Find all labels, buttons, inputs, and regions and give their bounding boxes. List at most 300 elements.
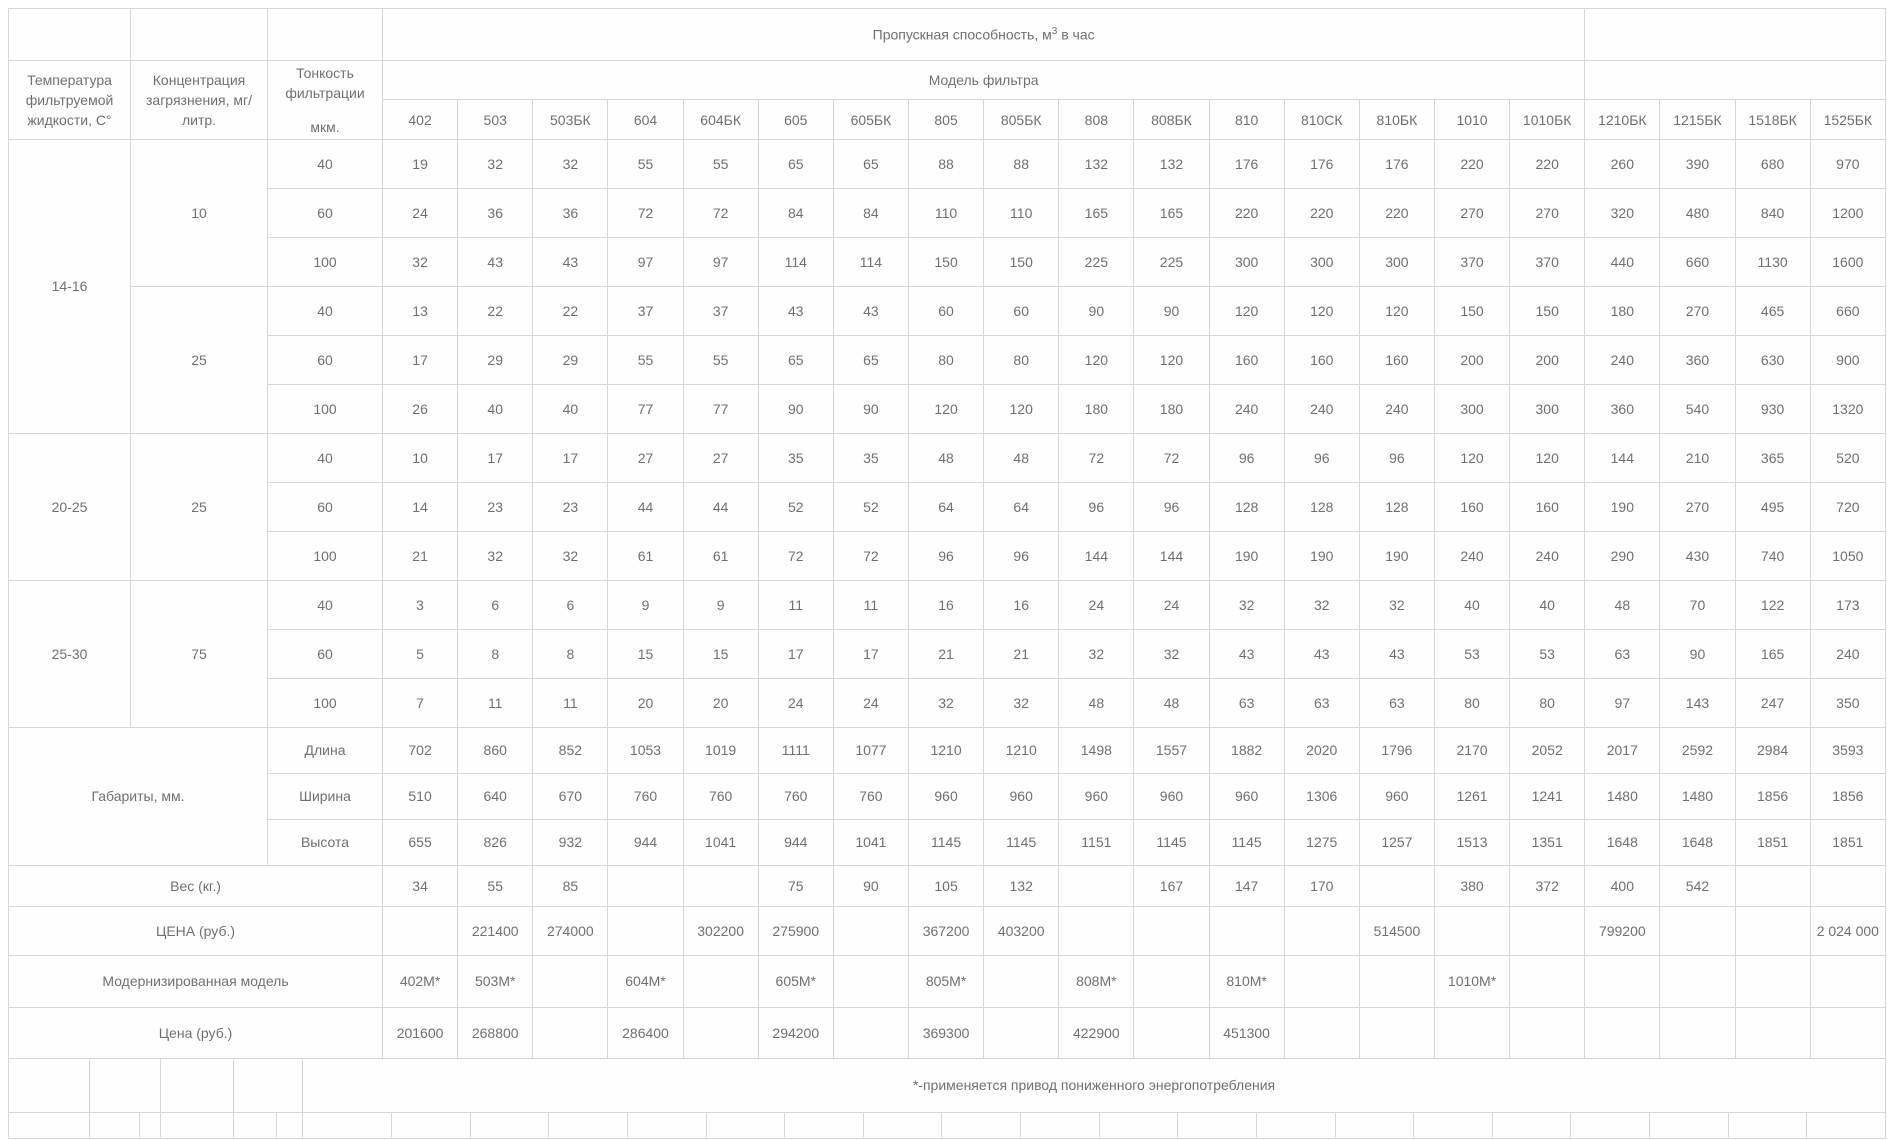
dimension-name-cell: Ширина [268, 773, 383, 819]
capacity-cell: 16 [984, 580, 1059, 629]
model-title-header-row [9, 61, 1886, 100]
capacity-cell: 120 [1510, 433, 1585, 482]
dimension-cell: 655 [383, 819, 458, 865]
capacity-row [9, 139, 1886, 188]
capacity-cell: 96 [1209, 433, 1284, 482]
weight-cell: 167 [1134, 865, 1209, 906]
capacity-cell: 190 [1284, 531, 1359, 580]
capacity-cell: 72 [1059, 433, 1134, 482]
modernized-model-cell [1735, 955, 1810, 1007]
dimension-cell: 960 [908, 773, 983, 819]
capacity-cell: 32 [533, 139, 608, 188]
dimension-cell: 1351 [1510, 819, 1585, 865]
capacity-cell: 24 [1134, 580, 1209, 629]
capacity-cell: 8 [458, 629, 533, 678]
capacity-cell: 72 [833, 531, 908, 580]
dimension-cell: 1210 [984, 727, 1059, 773]
dimension-cell: 1077 [833, 727, 908, 773]
capacity-cell: 21 [908, 629, 983, 678]
price-cell: 799200 [1585, 906, 1660, 955]
capacity-cell: 247 [1735, 678, 1810, 727]
concentration-cell: 25 [131, 433, 268, 580]
modernized-model-cell [1134, 955, 1209, 1007]
weight-cell [1810, 865, 1885, 906]
modern-price-cell: 451300 [1209, 1007, 1284, 1058]
capacity-cell: 96 [908, 531, 983, 580]
model-header-cell: 810 [1209, 100, 1284, 139]
capacity-cell: 84 [833, 188, 908, 237]
capacity-cell: 44 [683, 482, 758, 531]
dimension-row [9, 727, 1886, 773]
empty-cell [1335, 1112, 1414, 1138]
price-cell [1510, 906, 1585, 955]
capacity-cell: 55 [683, 335, 758, 384]
modern-price-cell [1284, 1007, 1359, 1058]
capacity-row [9, 384, 1886, 433]
micron-cell: 60 [268, 482, 383, 531]
dimensions-label-cell: Габариты, мм. [9, 727, 268, 865]
micron-cell: 40 [268, 580, 383, 629]
capacity-cell: 48 [1059, 678, 1134, 727]
capacity-cell: 96 [1359, 433, 1434, 482]
capacity-cell: 19 [383, 139, 458, 188]
capacity-cell: 40 [533, 384, 608, 433]
empty-cell [1728, 1112, 1807, 1138]
capacity-cell: 32 [1134, 629, 1209, 678]
capacity-cell: 110 [908, 188, 983, 237]
capacity-cell: 53 [1510, 629, 1585, 678]
capacity-cell: 35 [758, 433, 833, 482]
dimension-cell: 2984 [1735, 727, 1810, 773]
price-cell [1209, 906, 1284, 955]
capacity-cell: 32 [908, 678, 983, 727]
price-cell [1434, 906, 1509, 955]
capacity-cell: 1050 [1810, 531, 1885, 580]
model-header-cell: 805БК [984, 100, 1059, 139]
capacity-row [9, 580, 1886, 629]
price-row [9, 906, 1886, 955]
capacity-cell: 225 [1134, 237, 1209, 286]
capacity-cell: 240 [1810, 629, 1885, 678]
capacity-cell: 43 [1359, 629, 1434, 678]
empty-cell [277, 1112, 303, 1138]
capacity-cell: 11 [533, 678, 608, 727]
model-header-cell: 810БК [1359, 100, 1434, 139]
dimension-cell: 702 [383, 727, 458, 773]
capacity-cell: 176 [1284, 139, 1359, 188]
model-header-cell: 1210БК [1585, 100, 1660, 139]
capacity-cell: 1600 [1810, 237, 1885, 286]
capacity-cell: 24 [833, 678, 908, 727]
capacity-cell: 190 [1585, 482, 1660, 531]
weight-cell [1359, 865, 1434, 906]
capacity-cell: 220 [1359, 188, 1434, 237]
dimension-cell: 1053 [608, 727, 683, 773]
fineness-column-header [268, 61, 383, 140]
dimension-cell: 3593 [1810, 727, 1885, 773]
dimension-cell: 1648 [1585, 819, 1660, 865]
capacity-cell: 13 [383, 286, 458, 335]
capacity-cell: 60 [908, 286, 983, 335]
capacity-cell: 190 [1359, 531, 1434, 580]
model-header-cell: 1518БК [1735, 100, 1810, 139]
capacity-cell: 90 [1134, 286, 1209, 335]
model-header-cell: 604 [608, 100, 683, 139]
capacity-cell: 27 [683, 433, 758, 482]
temperature-cell: 25-30 [9, 580, 131, 727]
empty-cell [1807, 1112, 1886, 1138]
capacity-cell: 480 [1660, 188, 1735, 237]
capacity-cell: 132 [1059, 139, 1134, 188]
weight-cell: 170 [1284, 865, 1359, 906]
capacity-cell: 90 [758, 384, 833, 433]
empty-cell [9, 1058, 90, 1112]
capacity-cell: 200 [1510, 335, 1585, 384]
dimension-cell: 960 [1359, 773, 1434, 819]
capacity-cell: 128 [1359, 482, 1434, 531]
dimension-cell: 510 [383, 773, 458, 819]
modernized-model-cell [1284, 955, 1359, 1007]
empty-cell [234, 1058, 303, 1112]
modernized-model-cell: 503М* [458, 955, 533, 1007]
fineness-unit-label: мкм. [310, 118, 340, 135]
modern-price-cell [984, 1007, 1059, 1058]
weight-cell [608, 865, 683, 906]
dimension-row [9, 773, 1886, 819]
dimension-cell: 1145 [908, 819, 983, 865]
capacity-cell: 37 [608, 286, 683, 335]
empty-cell [268, 9, 383, 61]
capacity-cell: 370 [1510, 237, 1585, 286]
dimension-cell: 760 [758, 773, 833, 819]
dimension-cell: 1111 [758, 727, 833, 773]
capacity-cell: 220 [1209, 188, 1284, 237]
capacity-cell: 26 [383, 384, 458, 433]
empty-cell [1650, 1112, 1729, 1138]
price-cell: 2 024 000 [1810, 906, 1885, 955]
capacity-cell: 35 [833, 433, 908, 482]
footnote-row [9, 1058, 1886, 1112]
capacity-cell: 80 [908, 335, 983, 384]
capacity-cell: 120 [1359, 286, 1434, 335]
capacity-cell: 29 [458, 335, 533, 384]
concentration-cell: 75 [131, 580, 268, 727]
modern-price-cell: 201600 [383, 1007, 458, 1058]
capacity-cell: 40 [458, 384, 533, 433]
capacity-cell: 240 [1434, 531, 1509, 580]
micron-cell: 100 [268, 531, 383, 580]
weight-cell: 105 [908, 865, 983, 906]
capacity-cell: 97 [608, 237, 683, 286]
capacity-cell: 930 [1735, 384, 1810, 433]
capacity-cell: 43 [1209, 629, 1284, 678]
capacity-cell: 40 [1434, 580, 1509, 629]
capacity-cell: 430 [1660, 531, 1735, 580]
capacity-cell: 55 [608, 139, 683, 188]
capacity-cell: 8 [533, 629, 608, 678]
capacity-cell: 240 [1284, 384, 1359, 433]
throughput-title-suffix: в час [1057, 26, 1095, 43]
modernized-model-cell [1510, 955, 1585, 1007]
capacity-cell: 114 [758, 237, 833, 286]
capacity-cell: 24 [383, 188, 458, 237]
capacity-cell: 225 [1059, 237, 1134, 286]
capacity-cell: 32 [458, 139, 533, 188]
capacity-cell: 220 [1284, 188, 1359, 237]
price-cell: 221400 [458, 906, 533, 955]
capacity-cell: 240 [1359, 384, 1434, 433]
capacity-cell: 9 [608, 580, 683, 629]
capacity-cell: 64 [984, 482, 1059, 531]
capacity-cell: 128 [1284, 482, 1359, 531]
temperature-cell: 14-16 [9, 139, 131, 433]
empty-cell [1571, 1112, 1650, 1138]
dimension-cell: 1210 [908, 727, 983, 773]
capacity-row [9, 678, 1886, 727]
capacity-cell: 120 [984, 384, 1059, 433]
footer-table [8, 1058, 1886, 1139]
modern-price-cell: 422900 [1059, 1007, 1134, 1058]
modern-price-label-cell: Цена (руб.) [9, 1007, 383, 1058]
capacity-cell: 210 [1660, 433, 1735, 482]
capacity-cell: 23 [533, 482, 608, 531]
weight-cell: 55 [458, 865, 533, 906]
capacity-cell: 150 [1510, 286, 1585, 335]
price-cell [383, 906, 458, 955]
capacity-cell: 77 [608, 384, 683, 433]
capacity-cell: 24 [758, 678, 833, 727]
weight-cell: 132 [984, 865, 1059, 906]
capacity-cell: 32 [1209, 580, 1284, 629]
capacity-cell: 110 [984, 188, 1059, 237]
capacity-cell: 740 [1735, 531, 1810, 580]
capacity-cell: 17 [533, 433, 608, 482]
capacity-cell: 900 [1810, 335, 1885, 384]
capacity-cell: 495 [1735, 482, 1810, 531]
capacity-cell: 128 [1209, 482, 1284, 531]
price-cell [833, 906, 908, 955]
weight-cell: 90 [833, 865, 908, 906]
price-cell: 367200 [908, 906, 983, 955]
dimension-cell: 860 [458, 727, 533, 773]
model-header-cell: 1525БК [1810, 100, 1885, 139]
capacity-cell: 90 [1059, 286, 1134, 335]
modernized-model-cell [1810, 955, 1885, 1007]
price-label-cell: ЦЕНА (руб.) [9, 906, 383, 955]
capacity-cell: 96 [1059, 482, 1134, 531]
capacity-cell: 6 [458, 580, 533, 629]
modern-price-cell: 294200 [758, 1007, 833, 1058]
capacity-cell: 63 [1585, 629, 1660, 678]
capacity-cell: 160 [1510, 482, 1585, 531]
capacity-cell: 150 [984, 237, 1059, 286]
capacity-cell: 40 [1510, 580, 1585, 629]
capacity-cell: 300 [1359, 237, 1434, 286]
micron-cell: 100 [268, 237, 383, 286]
dimension-cell: 2020 [1284, 727, 1359, 773]
capacity-cell: 3 [383, 580, 458, 629]
capacity-cell: 37 [683, 286, 758, 335]
capacity-cell: 970 [1810, 139, 1885, 188]
empty-cell [9, 1112, 90, 1138]
dimension-cell: 1856 [1810, 773, 1885, 819]
empty-cell [1585, 61, 1886, 100]
dimension-cell: 2592 [1660, 727, 1735, 773]
capacity-cell: 1130 [1735, 237, 1810, 286]
empty-cell [161, 1058, 234, 1112]
empty-cell [234, 1112, 277, 1138]
modern-price-cell [1359, 1007, 1434, 1058]
capacity-cell: 390 [1660, 139, 1735, 188]
capacity-cell: 65 [833, 335, 908, 384]
dimension-cell: 944 [758, 819, 833, 865]
modernized-label-cell: Модернизированная модель [9, 955, 383, 1007]
capacity-cell: 144 [1585, 433, 1660, 482]
modernized-model-cell: 402М* [383, 955, 458, 1007]
dimension-cell: 1480 [1660, 773, 1735, 819]
dimension-cell: 852 [533, 727, 608, 773]
capacity-cell: 270 [1660, 482, 1735, 531]
modernized-model-cell [833, 955, 908, 1007]
capacity-cell: 43 [533, 237, 608, 286]
empty-cell [1021, 1112, 1100, 1138]
capacity-cell: 120 [908, 384, 983, 433]
model-title-cell: Модель фильтра [383, 61, 1585, 100]
capacity-cell: 32 [533, 531, 608, 580]
capacity-cell: 32 [1359, 580, 1434, 629]
weight-cell: 542 [1660, 865, 1735, 906]
capacity-cell: 52 [758, 482, 833, 531]
capacity-cell: 88 [984, 139, 1059, 188]
capacity-cell: 43 [458, 237, 533, 286]
capacity-cell: 520 [1810, 433, 1885, 482]
weight-cell [1735, 865, 1810, 906]
capacity-cell: 220 [1434, 139, 1509, 188]
dimension-cell: 1882 [1209, 727, 1284, 773]
weight-cell [1059, 865, 1134, 906]
capacity-cell: 144 [1059, 531, 1134, 580]
capacity-cell: 300 [1434, 384, 1509, 433]
capacity-cell: 32 [383, 237, 458, 286]
capacity-cell: 15 [683, 629, 758, 678]
modern-price-cell [1434, 1007, 1509, 1058]
dimension-cell: 1241 [1510, 773, 1585, 819]
capacity-cell: 48 [908, 433, 983, 482]
price-cell: 275900 [758, 906, 833, 955]
dimension-cell: 1480 [1585, 773, 1660, 819]
capacity-cell: 11 [458, 678, 533, 727]
capacity-cell: 17 [758, 629, 833, 678]
capacity-cell: 720 [1810, 482, 1885, 531]
capacity-row [9, 237, 1886, 286]
capacity-row [9, 286, 1886, 335]
dimension-name-cell: Длина [268, 727, 383, 773]
modern-price-cell [1735, 1007, 1810, 1058]
price-cell [608, 906, 683, 955]
capacity-cell: 176 [1359, 139, 1434, 188]
capacity-cell: 144 [1134, 531, 1209, 580]
capacity-cell: 90 [833, 384, 908, 433]
capacity-cell: 20 [683, 678, 758, 727]
empty-cell [470, 1112, 549, 1138]
price-cell [1660, 906, 1735, 955]
price-cell [1735, 906, 1810, 955]
capacity-cell: 630 [1735, 335, 1810, 384]
price-cell: 403200 [984, 906, 1059, 955]
dimension-cell: 1145 [984, 819, 1059, 865]
capacity-cell: 240 [1585, 335, 1660, 384]
model-header-cell: 808БК [1134, 100, 1209, 139]
concentration-cell: 25 [131, 286, 268, 433]
capacity-cell: 43 [1284, 629, 1359, 678]
capacity-cell: 150 [908, 237, 983, 286]
model-header-cell: 605 [758, 100, 833, 139]
modern-price-cell [1660, 1007, 1735, 1058]
empty-cell [131, 9, 268, 61]
weight-cell: 75 [758, 865, 833, 906]
capacity-cell: 63 [1359, 678, 1434, 727]
micron-cell: 100 [268, 384, 383, 433]
capacity-cell: 365 [1735, 433, 1810, 482]
capacity-cell: 300 [1284, 237, 1359, 286]
capacity-cell: 300 [1510, 384, 1585, 433]
capacity-cell: 160 [1359, 335, 1434, 384]
capacity-cell: 200 [1434, 335, 1509, 384]
capacity-cell: 72 [683, 188, 758, 237]
capacity-cell: 48 [1134, 678, 1209, 727]
model-header-cell: 1010БК [1510, 100, 1585, 139]
dimension-cell: 960 [984, 773, 1059, 819]
dimension-cell: 1796 [1359, 727, 1434, 773]
capacity-cell: 160 [1209, 335, 1284, 384]
capacity-cell: 300 [1209, 237, 1284, 286]
modernized-model-cell [1585, 955, 1660, 1007]
dimension-cell: 1145 [1134, 819, 1209, 865]
capacity-cell: 220 [1510, 139, 1585, 188]
capacity-cell: 16 [908, 580, 983, 629]
dimension-cell: 960 [1134, 773, 1209, 819]
capacity-cell: 55 [683, 139, 758, 188]
capacity-cell: 43 [833, 286, 908, 335]
capacity-cell: 165 [1059, 188, 1134, 237]
price-cell: 274000 [533, 906, 608, 955]
capacity-cell: 190 [1209, 531, 1284, 580]
capacity-cell: 132 [1134, 139, 1209, 188]
capacity-cell: 120 [1059, 335, 1134, 384]
modernized-model-cell [1660, 955, 1735, 1007]
empty-cell [140, 1112, 161, 1138]
throughput-header-row [9, 9, 1886, 61]
capacity-cell: 143 [1660, 678, 1735, 727]
capacity-cell: 60 [984, 286, 1059, 335]
capacity-cell: 180 [1059, 384, 1134, 433]
empty-cell [1178, 1112, 1257, 1138]
concentration-column-header: Концентрация загрязнения, мг/ литр. [131, 61, 268, 140]
modern-price-cell: 286400 [608, 1007, 683, 1058]
capacity-cell: 65 [758, 139, 833, 188]
dimension-cell: 1151 [1059, 819, 1134, 865]
capacity-cell: 165 [1735, 629, 1810, 678]
capacity-cell: 80 [1434, 678, 1509, 727]
micron-cell: 100 [268, 678, 383, 727]
modern-price-cell: 369300 [908, 1007, 983, 1058]
fineness-column-header-text: Тонкость фильтрации [285, 65, 365, 102]
empty-cell [1492, 1112, 1571, 1138]
capacity-cell: 370 [1434, 237, 1509, 286]
price-cell [1059, 906, 1134, 955]
empty-cell [392, 1112, 471, 1138]
capacity-cell: 70 [1660, 580, 1735, 629]
